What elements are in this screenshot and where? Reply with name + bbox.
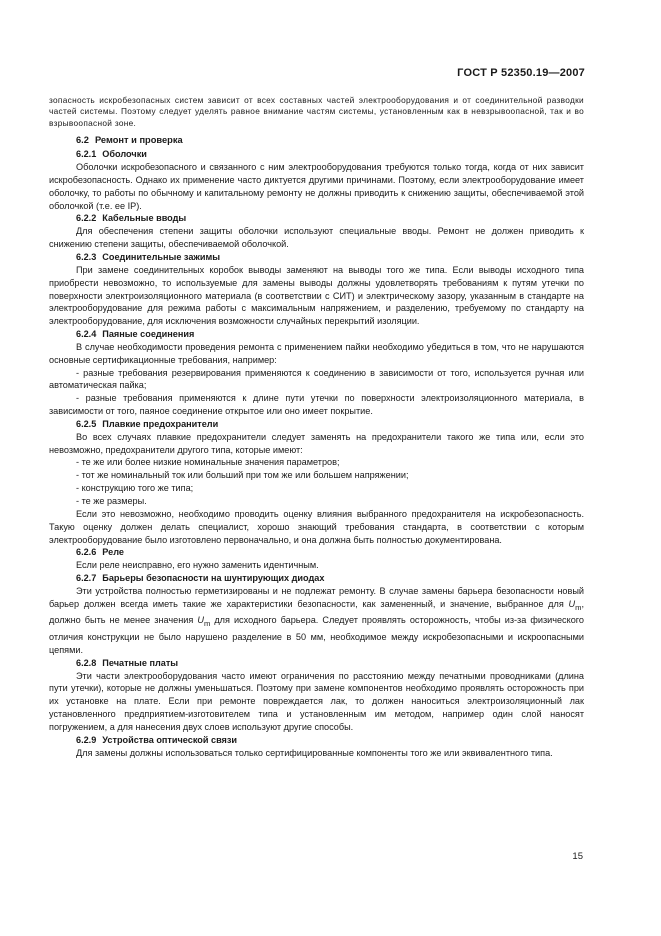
subsection-title: Устройства оптической связи [102, 734, 238, 745]
subsection-number: 6.2.1 [76, 149, 97, 160]
paragraph: В случае необходимости проведения ремонта с применением пайки необходимо убедиться в том, что не нарушаются основные сертификационные требования, например: [49, 341, 584, 365]
subsection-number: 6.2.5 [76, 418, 97, 429]
section-number: 6.2 [76, 135, 89, 146]
paragraph: Для обеспечения степени защиты оболочки используют специальные вводы. Ремонт не должен приводить к снижению степени защиты, обеспечиваемой оболочкой. [49, 226, 584, 250]
paragraph [49, 585, 584, 657]
intro-paragraph [49, 95, 584, 129]
subsection-title: Реле [102, 547, 124, 558]
text-run: , должно быть не менее значения [49, 598, 584, 626]
paragraph: Эти части электрооборудования часто имеют ограничения по расстоянию между печатными проводниками (длина пути утечки), которые не должны уменьшаться. Поэтому при замене компонентов необходимо проявлять осторожность при их установке на плате. Если при ремонте повреждается лак, то должен наноситься электроизоляционный лак установленного предприятием-изготовителем типа и установленным им методом, например один слой наносят погружением, а для нанесения двух слоев используют другие способы. [49, 670, 584, 732]
symbol-u: U [197, 615, 204, 626]
list-item: - разные требования резервирования применяются к соединению в зависимости от того, используется ручная или автоматическая пайка; [49, 367, 584, 391]
subsection-title: Плавкие предохранители [102, 418, 219, 429]
section-heading [49, 134, 584, 147]
paragraph: Если это невозможно, необходимо проводить оценку влияния выбранного предохранителя на искробезопасность. Такую оценку должен делать специалист, хорошо знающий требования стандарта, в соответствии с которым электрооборудование было изготовлено первоначально, и она должна быть полностью документирована. [49, 508, 584, 545]
subsection-title: Кабельные вводы [102, 213, 187, 224]
page-number: 15 [572, 851, 583, 862]
paragraph: Оболочки искробезопасного и связанного с ним электрооборудования требуются только тогда, когда от них зависит искробезопасность. Однако их применение часто диктуется другими причинами. Поэтому, если электрооборудование имеет оболочку, то работы по обычному и капитальному ремонту не должны приводить к снижению защиты, обеспечиваемой этой оболочкой (т.е. ее IP). [49, 162, 584, 211]
document-body [49, 95, 584, 760]
list-item: - тот же номинальный ток или больший при том же или большем напряжении; [76, 470, 409, 481]
paragraph: Во всех случаях плавкие предохранители следует заменять на предохранители такого же типа или, если это невозможно, предохранители другого типа, которые имеют: [49, 431, 584, 455]
subsection-heading-628 [49, 657, 584, 670]
subsection-heading-629 [49, 734, 584, 747]
subsection-title: Барьеры безопасности на шунтирующих диодах [102, 573, 325, 584]
subsection-title: Паяные соединения [102, 329, 195, 340]
subsection-heading-621 [49, 148, 584, 161]
text-run: Эти устройства полностью герметизированы и не подлежат ремонту. В случае замены барьера безопасности новый барьер должен всегда иметь такие же характеристики безопасности, как замененный, и значение, выбранное для [49, 585, 584, 609]
list-item: - те же размеры. [76, 496, 147, 506]
subsection-title: Печатные платы [102, 657, 179, 668]
subsection-number: 6.2.9 [76, 734, 97, 745]
subsection-heading-625 [49, 418, 584, 431]
subsection-number: 6.2.6 [76, 547, 97, 558]
text-run: для исходного барьера. Следует проявлять осторожность, чтобы из-за физического отличия конструкции не было нарушено разделение в 50 мм, необходимое между искробезопасными и искроопасными цепями. [49, 615, 584, 655]
subsection-title: Соединительные зажимы [102, 251, 221, 262]
subsection-number: 6.2.4 [76, 329, 97, 340]
list-item: - конструкцию того же типа; [76, 483, 194, 494]
paragraph: Если реле неисправно, его нужно заменить идентичным. [76, 560, 319, 571]
subscript-m: m [203, 619, 211, 629]
subsection-heading-624 [49, 328, 584, 341]
subsection-heading-623 [49, 251, 584, 264]
subsection-number: 6.2.2 [76, 213, 97, 224]
subsection-number: 6.2.8 [76, 657, 97, 668]
subsection-heading-626 [49, 546, 584, 559]
subsection-number: 6.2.7 [76, 573, 97, 584]
subsection-heading-627 [49, 572, 584, 585]
section-title: Ремонт и проверка [94, 135, 183, 146]
subsection-number: 6.2.3 [76, 251, 97, 262]
symbol-u: U [568, 598, 576, 609]
paragraph: Для замены должны использоваться только сертифицированные компоненты того же или эквивалентного типа. [76, 747, 553, 758]
subsection-heading-622 [49, 212, 584, 225]
standard-header: ГОСТ Р 52350.19—2007 [457, 67, 585, 79]
paragraph: При замене соединительных коробок выводы заменяют на выводы того же типа. Если выводы исходного типа приобрести невозможно, то используемые для замены выводы должны удовлетворять требованиям к путям утечки по поверхности электроизоляционного материала (в соответствии с СИТ) и электрическому зазору, указанным в стандарте на электрооборудование для режима работы с максимальным напряжением, и разделению, требуемому по стандарту на электрооборудование, для исключения возможности случайных перекрытий изоляции. [49, 264, 584, 327]
list-item: - разные требования применяются к длине пути утечки по поверхности электроизоляционного материала, в зависимости от того, паяное соединение открытое или оно имеет покрытие. [49, 393, 584, 417]
intro-text: зопасность искробезопасных систем зависит от всех составных частей электрооборудования и от соединительной разводки частей системы. Поэтому следует уделять равное внимание частям системы, установленным как в невзрывоопасной, так и во взрывоопасной зоне. [49, 95, 584, 128]
subsection-title: Оболочки [102, 149, 147, 160]
list-item: - те же или более низкие номинальные значения параметров; [76, 457, 340, 468]
subscript-m: m [575, 602, 582, 612]
